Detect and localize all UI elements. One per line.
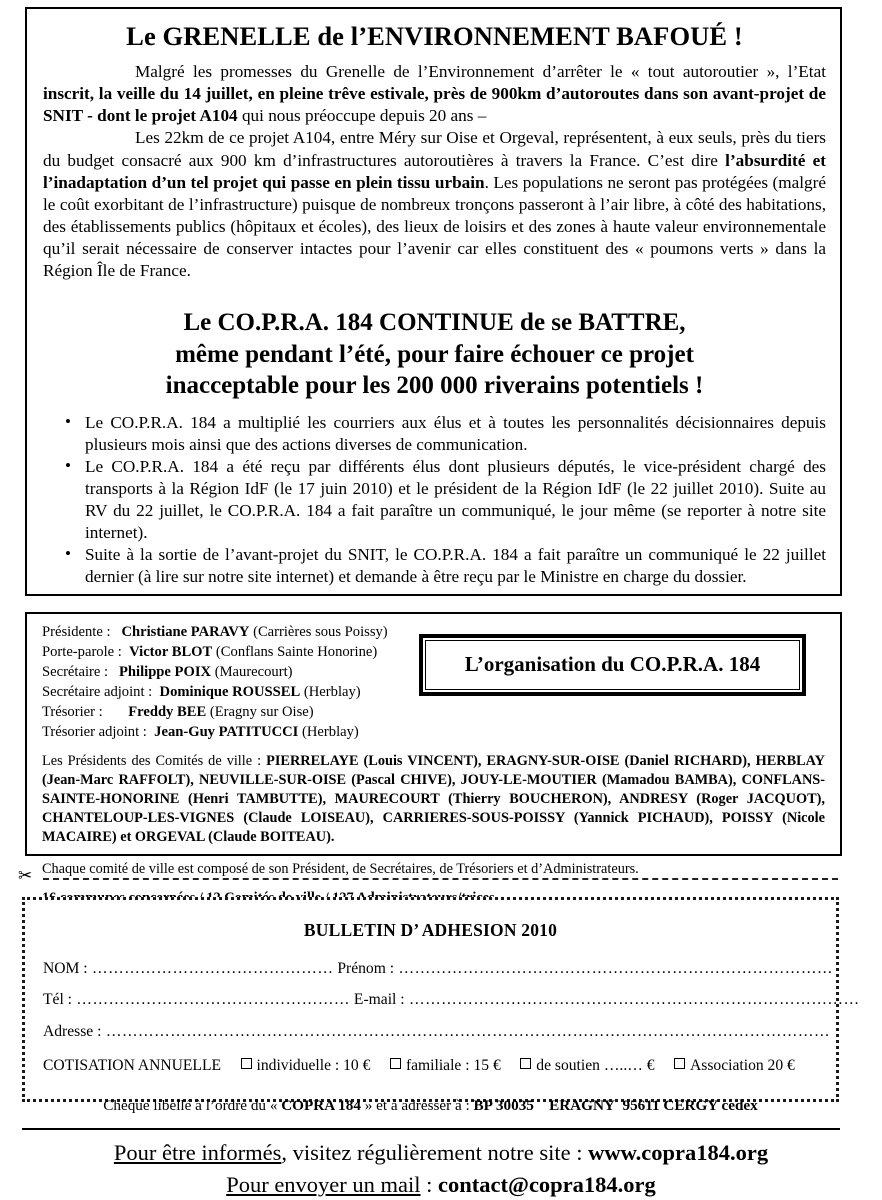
footer-line2-underlined: Pour envoyer un mail: [226, 1172, 421, 1197]
paragraph-budget: [43, 127, 826, 282]
officer-role: Présidente :: [42, 624, 111, 640]
checkbox-icon[interactable]: [674, 1058, 685, 1069]
option-label: individuelle : 10 €: [256, 1057, 371, 1075]
bullet-icon: •: [65, 544, 71, 564]
committees-body: PIERRELAYE (Louis VINCENT), ERAGNY-SUR-OISE (Daniel RICHARD), HERBLAY (Jean-Marc RAFFOLT), NEUVILLE-SUR-OISE (Pascal CHIVE), JOUY-LE-MOUTIER (Mamadou BAMBA), CONFLANS-SAINTE-HONORINE (Henri TAMBUTTE), MAURECOURT (Thierry BOUCHERON), ANDRESY (Roger JACQUOT), CHANTELOUP-LES-VIGNES (Claude LOISEAU), CARRIERES-SOUS-POISSY (Yannick PICHAUD), POISSY (Nicole MACAIRE) et ORGEVAL (Claude BOITEAU).: [42, 753, 826, 845]
membership-form-title: BULLETIN D’ ADHESION 2010: [303, 920, 558, 940]
officer-name: Christiane PARAVY: [121, 624, 250, 640]
cotisation-option-association[interactable]: [674, 1057, 795, 1075]
paragraph-2-bold: l’absurdité et l’inadaptation d’un tel projet qui passe en plein tissu urbain: [43, 150, 826, 192]
officer-row: [42, 703, 472, 723]
cotisation-label: COTISATION ANNUELLE: [43, 1057, 222, 1075]
cheque-instructions: [43, 1097, 818, 1115]
committees-paragraph: [42, 752, 825, 846]
committee-composition-note: Chaque comité de ville est composé de son Président, de Secrétaires, de Trésoriers et d’Administrateurs.: [42, 860, 639, 877]
form-row-address: [43, 1022, 831, 1041]
paragraph-2-lead: Les 22km de ce projet A104, entre Méry sur Oise et Orgeval, représentent, à eux seuls, près du tiers du budget consacré aux 900 km d’infrastructures autoroutières à travers la France. C’est dire: [43, 128, 826, 170]
battle-cry-line-3: inacceptable pour les 200 000 riverains potentiels !: [165, 372, 704, 400]
officer-town: (Conflans Sainte Honorine): [215, 643, 378, 660]
officer-row: [42, 623, 472, 643]
tel-label: Tél :: [43, 991, 73, 1009]
nom-label: NOM :: [43, 960, 88, 977]
committees-lead: Les Présidents des Comités de ville :: [42, 753, 267, 770]
prenom-input[interactable]: ………………………………………………………………………: [394, 960, 834, 977]
officer-town: (Carrières sous Poissy): [253, 624, 388, 640]
cut-dashes: [43, 878, 838, 880]
option-label: de soutien …..… €: [536, 1057, 655, 1075]
officer-role: Secrétaire :: [42, 663, 109, 680]
form-row-contact: [43, 990, 860, 1009]
battle-cry-heading: [43, 307, 826, 402]
paragraph-1-bold: inscrit, la veille du 14 juillet, en pleine trêve estivale, près de 900km d’autoroutes dans son avant-projet de SNIT - dont le projet A104: [43, 84, 826, 126]
officer-town: (Herblay): [303, 683, 361, 700]
officer-name: Jean-Guy PATITUCCI: [154, 723, 299, 740]
main-appeal-box: [25, 7, 842, 596]
officer-role: Trésorier adjoint :: [42, 723, 147, 740]
footer-line1-underlined: Pour être informés: [113, 1140, 282, 1165]
action-text: Le CO.P.R.A. 184 a multiplié les courriers aux élus et à toutes les personnalités décisionnaires depuis plusieurs mois ainsi que des actions diverses de communication.: [85, 412, 826, 454]
officer-row: [42, 643, 472, 663]
prenom-label: Prénom :: [337, 960, 395, 977]
officer-name: Freddy BEE: [128, 703, 207, 720]
paragraph-promises: [43, 61, 826, 127]
checkbox-icon[interactable]: [390, 1058, 401, 1069]
cheque-payee: COPRA 184: [281, 1097, 361, 1115]
footer-website-line: [0, 1140, 882, 1166]
scissors-icon: ✂: [18, 866, 33, 885]
cheque-mid: » et à adresser à :: [360, 1097, 474, 1115]
organisation-title-frame: [419, 634, 806, 696]
cotisation-option-familiale[interactable]: [390, 1057, 501, 1075]
actions-list: [43, 412, 826, 589]
page-title: Le GRENELLE de l’ENVIRONNEMENT BAFOUÉ !: [126, 21, 743, 51]
option-label: familiale : 15 €: [405, 1057, 501, 1075]
officer-spacer: [122, 644, 126, 660]
bullet-icon: •: [65, 411, 71, 431]
footer-divider: [22, 1128, 840, 1130]
website-link[interactable]: www.copra184.org: [588, 1140, 769, 1165]
footer-line2-mid: :: [420, 1172, 439, 1197]
tel-input[interactable]: ……………………………………………: [72, 991, 351, 1009]
officers-list: [42, 623, 472, 742]
checkbox-icon[interactable]: [520, 1058, 531, 1069]
nom-input[interactable]: ………………………………………: [87, 960, 334, 977]
cotisation-option-soutien[interactable]: [520, 1057, 654, 1075]
action-text: Le CO.P.R.A. 184 a été reçu par différents élus dont plusieurs députés, le vice-président chargé des transports à la Région IdF (le 17 juin 2010) et le président de la Région IdF (le 22 juillet 2010). Suite au RV du 22 juillet, le CO.P.R.A. 184 a fait paraître un communiqué, le jour même (se reporter à notre site internet).: [85, 456, 826, 543]
paragraph-2-tail: . Les populations ne seront pas protégées (malgré le coût exorbitant de l’infrastructure) puisque de nombreux tronçons passeront à l’air libre, à côté des habitations, des établissements publics (hôpitaux et écoles), des lieux de loisirs et des zones à haute valeur environnementale qu’il serait nécessaire de conserver intactes pour l’avenir car elles constituent des « poumons verts » dans la Région Île de France.: [43, 172, 826, 280]
battle-cry-line-1: Le CO.P.R.A. 184 CONTINUE de se BATTRE,: [183, 309, 686, 337]
membership-form-box: [22, 897, 860, 1115]
officer-town: (Herblay): [302, 723, 359, 740]
officer-row: [42, 683, 472, 703]
adresse-input[interactable]: ………………………………………………………………………………………………………………………: [101, 1022, 831, 1040]
officer-town: (Eragny sur Oise): [209, 703, 314, 720]
email-link[interactable]: contact@copra184.org: [438, 1172, 656, 1197]
email-label: E-mail :: [353, 991, 405, 1009]
option-label: Association 20 €: [690, 1057, 795, 1075]
adresse-label: Adresse :: [43, 1022, 102, 1040]
officer-name: Philippe POIX: [119, 663, 212, 680]
list-item: [43, 544, 826, 588]
list-item: [43, 412, 826, 456]
cotisation-option-individuelle[interactable]: [241, 1057, 371, 1075]
officer-row: [42, 723, 472, 743]
officer-spacer: [103, 704, 125, 720]
officer-spacer: [111, 624, 118, 640]
organisation-box: [25, 612, 842, 877]
battle-cry-line-2: même pendant l’été, pour faire échouer ce projet: [175, 340, 694, 368]
officer-row: [42, 663, 472, 683]
cheque-lead: Chèque libellé à l’ordre du «: [103, 1097, 282, 1115]
cheque-address: BP 30035 ERAGNY 95611 CERGY cedex: [473, 1097, 758, 1115]
organisation-title: L’organisation du CO.P.R.A. 184: [425, 640, 800, 690]
paragraph-1-lead: Malgré les promesses du Grenelle de l’Environnement d’arrêter le « tout autoroutier », l’Etat: [135, 62, 826, 82]
paragraph-1-tail: qui nous préoccupe depuis 20 ans –: [237, 106, 487, 126]
footer-email-line: [0, 1172, 882, 1198]
officer-spacer: [152, 684, 156, 700]
action-text: Suite à la sortie de l’avant-projet du SNIT, le CO.P.R.A. 184 a fait paraître un communiqué le 22 juillet dernier (à lire sur notre site internet) et demande à être reçu par le Ministre en charge du dossier.: [85, 545, 826, 587]
bullet-icon: •: [65, 455, 71, 475]
officer-name: Dominique ROUSSEL: [159, 683, 301, 700]
officer-town: (Maurecourt): [214, 663, 293, 680]
officer-spacer: [108, 664, 115, 680]
officer-role: Porte-parole :: [42, 643, 122, 660]
checkbox-icon[interactable]: [241, 1058, 252, 1069]
email-input[interactable]: …………………………………………………………………………: [404, 991, 860, 1009]
footer-line1-mid: , visitez régulièrement notre site :: [281, 1140, 589, 1165]
officer-role: Trésorier :: [42, 703, 103, 720]
list-item: [43, 456, 826, 544]
form-row-cotisation: [43, 1057, 818, 1075]
officer-role: Secrétaire adjoint :: [42, 683, 153, 700]
form-row-name: [43, 959, 834, 978]
officer-spacer: [147, 724, 151, 740]
officer-name: Victor BLOT: [129, 643, 213, 660]
